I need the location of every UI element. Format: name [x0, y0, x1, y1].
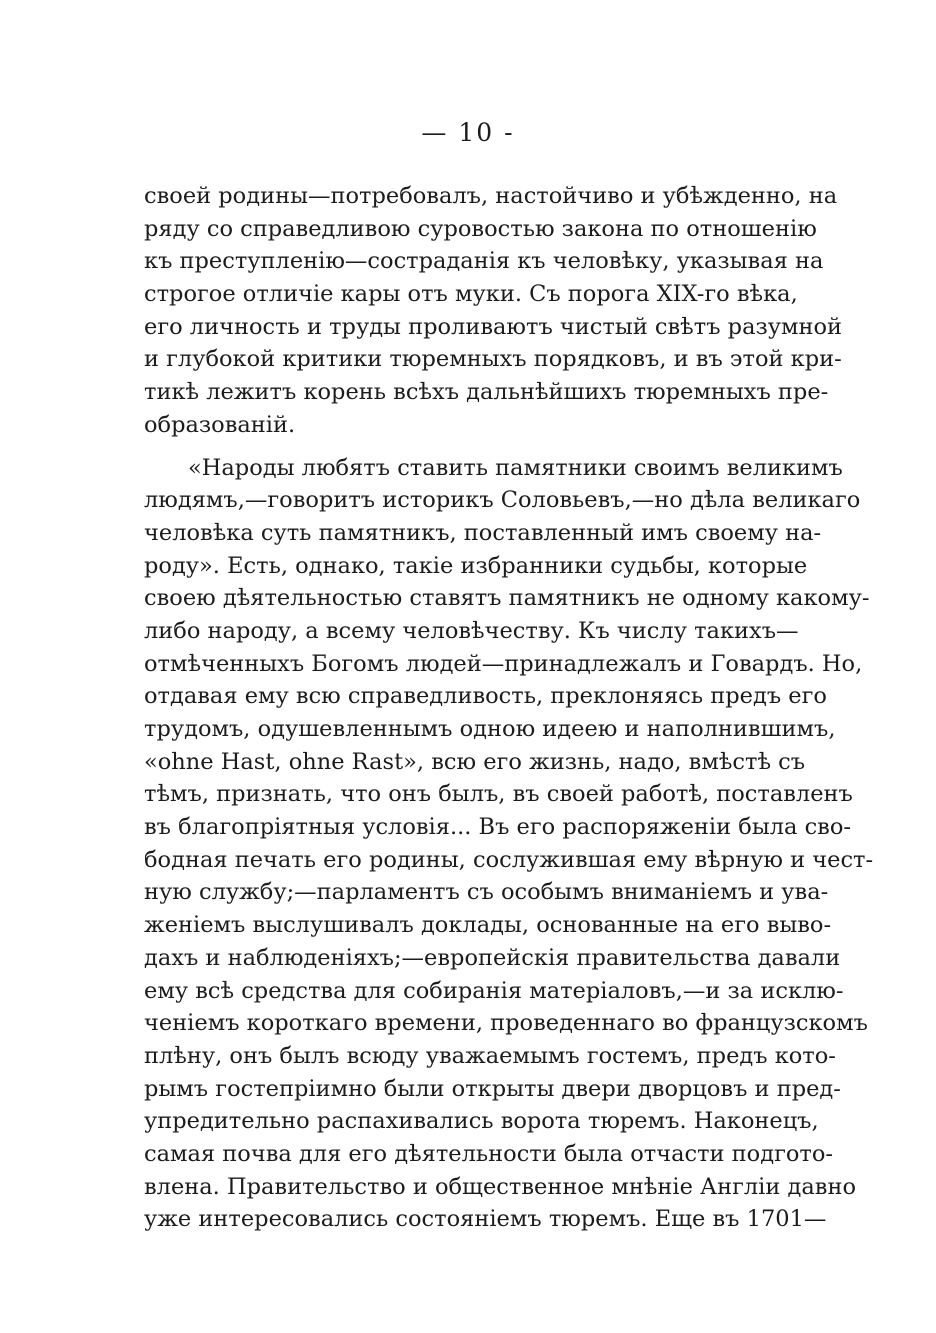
- text-line: роду». Есть, однако, такіе избранники судьбы, которые: [144, 552, 808, 579]
- text-line: трудомъ, одушевленнымъ одною идеею и наполнившимъ,: [144, 716, 836, 742]
- text-line: самая почва для его дѣятельности была отчасти подгото-: [144, 1140, 834, 1167]
- paragraph-gap: [144, 442, 794, 452]
- text-line: тѣмъ, признать, что онъ былъ, въ своей работѣ, поставленъ: [144, 781, 853, 808]
- text-line: къ преступленію—состраданія къ человѣку, указывая на: [144, 248, 824, 275]
- text-line: ряду со справедливою суровостью закона по отношенію: [144, 215, 817, 242]
- text-line: тикѣ лежитъ корень всѣхъ дальнѣйшихъ тюремныхъ пре-: [144, 379, 829, 406]
- text-line: отмѣченныхъ Богомъ людей—принадлежалъ и Говардъ. Но,: [144, 650, 863, 677]
- text-line: его личность и труды проливаютъ чистый свѣтъ разумной: [144, 313, 843, 340]
- text-line: влена. Правительство и общественное мнѣніе Англіи давно: [144, 1173, 856, 1200]
- text-line: человѣка суть памятникъ, поставленный имъ своему на-: [144, 519, 822, 546]
- page-number: — 10 -: [421, 118, 515, 147]
- text-line: бодная печать его родины, сослужившая ему вѣрную и чест-: [144, 846, 874, 873]
- text-line: «ohne Hast, ohne Rast», всю его жизнь, надо, вмѣстѣ съ: [144, 748, 806, 775]
- text-line: плѣну, онъ былъ всюду уважаемымъ гостемъ, предъ кото-: [144, 1042, 836, 1069]
- text-line: отдавая ему всю справедливость, преклоняясь предъ его: [144, 683, 827, 710]
- text-line: рымъ гостепріимно были открыты двери дворцовъ и пред-: [144, 1075, 841, 1102]
- paragraph-2: [144, 452, 874, 1237]
- text-line: дахъ и наблюденіяхъ;—европейскія правительства давали: [144, 944, 841, 971]
- text-line: своей родины—потребовалъ, настойчиво и убѣжденно, на: [144, 183, 838, 209]
- text-line: своею дѣятельностью ставятъ памятникъ не одному какому-: [144, 585, 870, 612]
- body-text: [144, 180, 874, 1236]
- text-line: ченіемъ короткаго времени, проведеннаго во французскомъ: [144, 1010, 868, 1037]
- text-line: ему всѣ средства для собиранія матеріаловъ,—и за исклю-: [144, 977, 844, 1004]
- text-line: строгое отличіе кары отъ муки. Съ порога XIX-го вѣка,: [144, 281, 798, 308]
- text-line: образованій.: [144, 411, 296, 438]
- text-line: уже интересовались состояніемъ тюремъ. Еще въ 1701—: [144, 1206, 827, 1233]
- text-line: упредительно распахивались ворота тюремъ. Наконецъ,: [144, 1108, 819, 1135]
- text-line: либо народу, а всему человѣчеству. Къ числу такихъ—: [144, 617, 799, 644]
- text-line: «Народы любятъ ставить памятники своимъ великимъ: [188, 454, 843, 481]
- paragraph-1: [144, 180, 843, 442]
- text-line: въ благопріятныя условія... Въ его распоряженіи была сво-: [144, 814, 852, 841]
- text-line: и глубокой критики тюремныхъ порядковъ, и въ этой кри-: [144, 346, 842, 373]
- text-line: женіемъ выслушивалъ доклады, основанные на его выво-: [144, 912, 832, 939]
- text-line: ную службу;—парламентъ съ особымъ вниманіемъ и ува-: [144, 879, 829, 906]
- text-line: людямъ,—говоритъ историкъ Соловьевъ,—но дѣла великаго: [144, 487, 861, 514]
